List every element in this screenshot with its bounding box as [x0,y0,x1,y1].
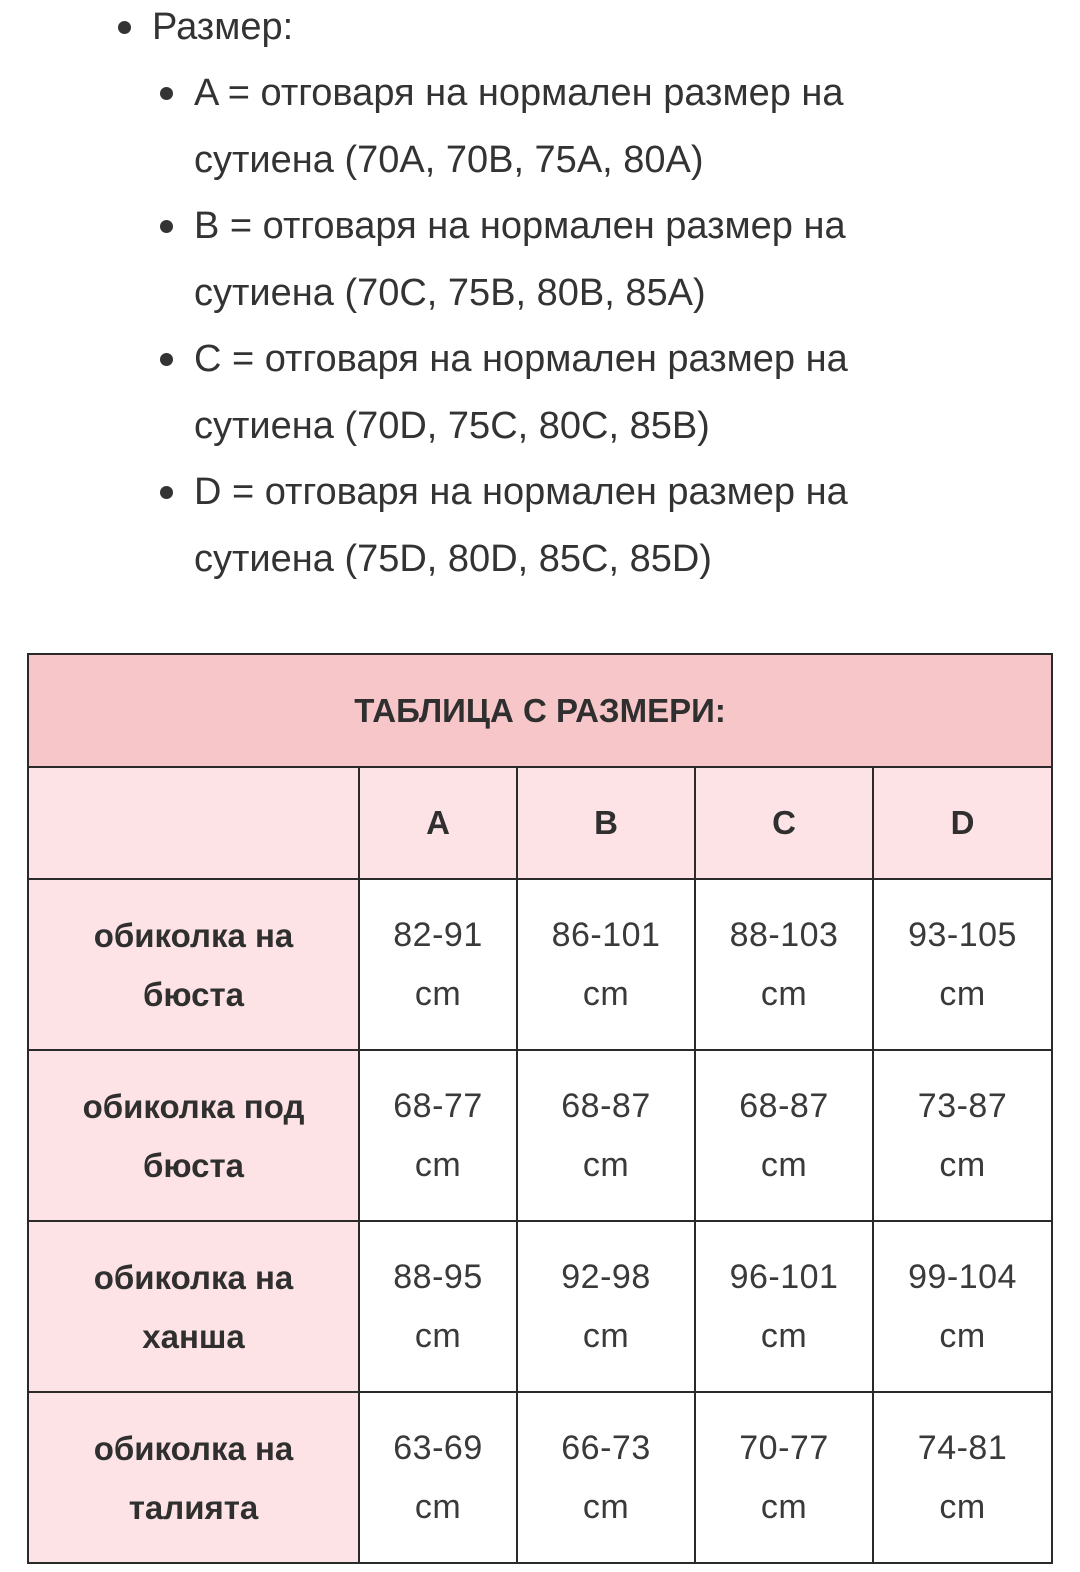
size-item-c-line2: сутиена (70D, 75C, 80C, 85B) [194,404,710,447]
row-label-line1: обиколка на [93,1258,294,1296]
size-description-list [112,0,1032,592]
value-cell [695,1392,873,1563]
value-cell [517,1050,695,1221]
value-cell [359,879,517,1050]
value-unit: cm [760,974,808,1013]
row-label-line2: бюста [143,1146,244,1184]
size-item-a [152,60,934,193]
value-unit: cm [939,1487,986,1526]
value-cell [873,1221,1052,1392]
header-cell-b: B [517,767,695,879]
value-range: 88-95 [393,1257,483,1296]
value-range: 68-87 [561,1086,651,1125]
value-unit: cm [414,1487,462,1526]
size-item-d-line2: сутиена (75D, 80D, 85C, 85D) [194,537,712,580]
header-cell-d: D [873,767,1052,879]
value-range: 70-77 [739,1428,829,1467]
value-cell [695,1221,873,1392]
value-cell [517,879,695,1050]
value-unit: cm [414,1316,462,1355]
value-range: 86-101 [551,915,661,954]
row-label [28,1392,359,1563]
value-unit: cm [582,1487,630,1526]
table-row-bust [28,879,1052,1050]
value-unit: cm [414,1145,462,1184]
value-unit: cm [582,1145,630,1184]
row-label-line2: ханша [142,1317,245,1355]
value-unit: cm [939,1145,986,1184]
header-cell-a: A [359,767,517,879]
value-cell [359,1392,517,1563]
value-range: 82-91 [393,915,483,954]
size-item-b [152,193,934,326]
value-range: 99-104 [908,1257,1017,1296]
value-unit: cm [939,1316,986,1355]
table-header-row [28,767,1052,879]
value-cell [695,1050,873,1221]
value-cell [359,1050,517,1221]
value-range: 74-81 [917,1428,1008,1467]
value-range: 88-103 [729,915,839,954]
value-unit: cm [582,974,630,1013]
size-item-d-line1: D = отговаря на нормален размер на [194,471,848,513]
value-unit: cm [414,974,462,1013]
value-range: 93-105 [908,915,1017,954]
header-cell-empty [28,767,359,879]
value-range: 66-73 [561,1428,651,1467]
value-unit: cm [760,1487,808,1526]
value-unit: cm [582,1316,630,1355]
row-label [28,1221,359,1392]
value-range: 96-101 [729,1257,839,1296]
value-cell [517,1221,695,1392]
value-cell [359,1221,517,1392]
value-unit: cm [939,974,986,1013]
size-sub-list [152,60,1032,592]
value-unit: cm [760,1145,808,1184]
value-cell [695,879,873,1050]
value-cell [873,1050,1052,1221]
value-range: 92-98 [561,1257,651,1296]
value-range: 63-69 [393,1428,483,1467]
header-cell-c: C [695,767,873,879]
value-cell [873,879,1052,1050]
row-label-line2: талията [128,1488,259,1526]
size-item-b-line2: сутиена (70C, 75B, 80B, 85A) [194,271,706,314]
table-row-waist [28,1392,1052,1563]
size-heading: Размер: [152,6,294,48]
size-list-item [112,0,1032,592]
row-label [28,879,359,1050]
size-item-c-line1: C = отговаря на нормален размер на [194,338,848,380]
value-cell [873,1392,1052,1563]
value-range: 68-77 [393,1086,483,1125]
value-unit: cm [760,1316,808,1355]
row-label-line1: обиколка на [93,916,294,954]
row-label-line2: бюста [143,975,244,1013]
value-cell [517,1392,695,1563]
size-item-b-line1: B = отговаря на нормален размер на [194,205,846,247]
table-title-row [28,654,1052,767]
size-item-a-line1: A = отговаря на нормален размер на [194,72,844,114]
value-range: 73-87 [917,1086,1008,1125]
size-table [27,653,1053,1564]
row-label-line1: обиколка под [82,1087,305,1125]
table-row-underbust [28,1050,1052,1221]
row-label [28,1050,359,1221]
table-row-hips [28,1221,1052,1392]
row-label-line1: обиколка на [93,1429,294,1467]
size-item-c [152,326,934,459]
size-item-d [152,459,934,592]
table-title: ТАБЛИЦА С РАЗМЕРИ: [28,654,1052,767]
value-range: 68-87 [739,1086,829,1125]
size-item-a-line2: сутиена (70A, 70B, 75A, 80A) [194,138,704,181]
